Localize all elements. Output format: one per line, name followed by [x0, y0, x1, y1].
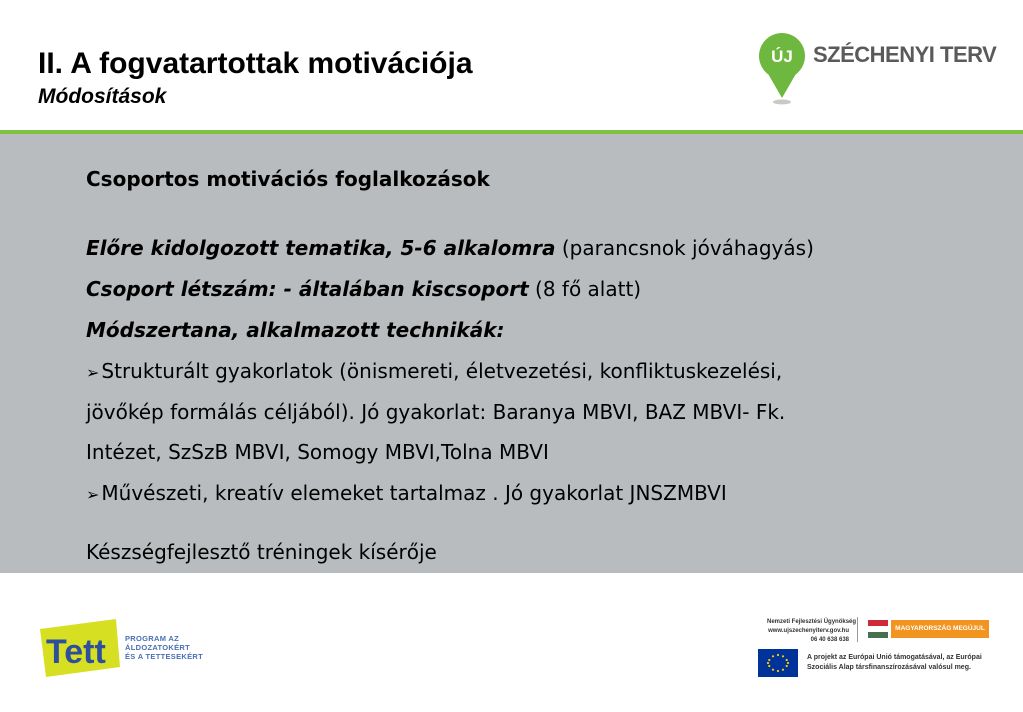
content-last-line: Készségfejlesztő tréningek kísérője — [86, 540, 437, 564]
slide-header — [0, 0, 1023, 130]
arrow-bullet-icon: ➢ — [86, 363, 100, 382]
nfu-line-2: www.ujszechenyiterv.gov.hu — [768, 628, 849, 634]
content-heading: Csoportos motivációs foglalkozások — [86, 167, 490, 191]
tett-line-3: ÉS A TETTESEKÉRT — [125, 652, 204, 661]
content-line-2 — [86, 277, 641, 301]
content-line-1 — [86, 236, 814, 260]
eu-funding-text — [807, 653, 982, 673]
hungarian-flag-icon — [868, 620, 888, 638]
nfu-info — [767, 618, 857, 645]
content-line-3: Módszertana, alkalmazott technikák: — [86, 318, 505, 342]
bullet-2-text: Művészeti, kreatív elemeket tartalmaz . Jó gyakorlat JNSZMBVI — [101, 481, 727, 505]
nfu-line-3: 06 40 638 638 — [810, 637, 849, 643]
line1-bold: Előre kidolgozott tematika, 5-6 alkalomra — [86, 236, 556, 260]
bullet-2-line — [86, 481, 727, 505]
line2-rest: (8 fő alatt) — [528, 277, 642, 301]
szechenyi-pin-logo — [757, 32, 807, 106]
eu-line-1: A projekt az Európai Unió támogatásával, az Európai — [807, 654, 982, 661]
nfu-line-1: Nemzeti Fejlesztési Ügynökség — [767, 619, 857, 625]
tett-logo-text: Tett — [46, 633, 106, 671]
magyarorszag-megujul-badge: MAGYARORSZÁG MEGÚJUL — [891, 620, 989, 638]
bullet-1-line-3: Intézet, SzSzB MBVI, Somogy MBVI,Tolna MBVI — [86, 440, 549, 464]
slide-subtitle: Módosítások — [38, 85, 167, 108]
eu-line-2: Szociális Alap társfinanszírozásával valósul meg. — [807, 664, 971, 671]
line2-bold: Csoport létszám: - általában kiscsoport — [86, 277, 529, 301]
szechenyi-pin-text: ÚJ — [771, 47, 793, 66]
line1-rest: (parancsnok jóváhagyás) — [555, 236, 814, 260]
tett-program-text — [125, 634, 203, 661]
bullet-1-line-1 — [86, 359, 782, 383]
bullet-1-text-1: Strukturált gyakorlatok (önismereti, életvezetési, konfliktuskezelési, — [101, 359, 783, 383]
footer-separator — [857, 617, 858, 642]
eu-flag-icon — [758, 649, 798, 677]
bullet-1-line-2: jövőkép formálás céljából). Jó gyakorlat: Baranya MBVI, BAZ MBVI- Fk. — [86, 400, 786, 424]
slide-content — [0, 134, 1023, 573]
tett-line-1: PROGRAM AZ — [125, 634, 179, 643]
tett-line-2: ÁLDOZATOKÉRT — [125, 643, 190, 652]
arrow-bullet-icon: ➢ — [86, 485, 100, 504]
slide-title: II. A fogvatartottak motivációja — [38, 47, 473, 80]
szechenyi-logo-text: SZÉCHENYI TERV — [813, 42, 997, 67]
